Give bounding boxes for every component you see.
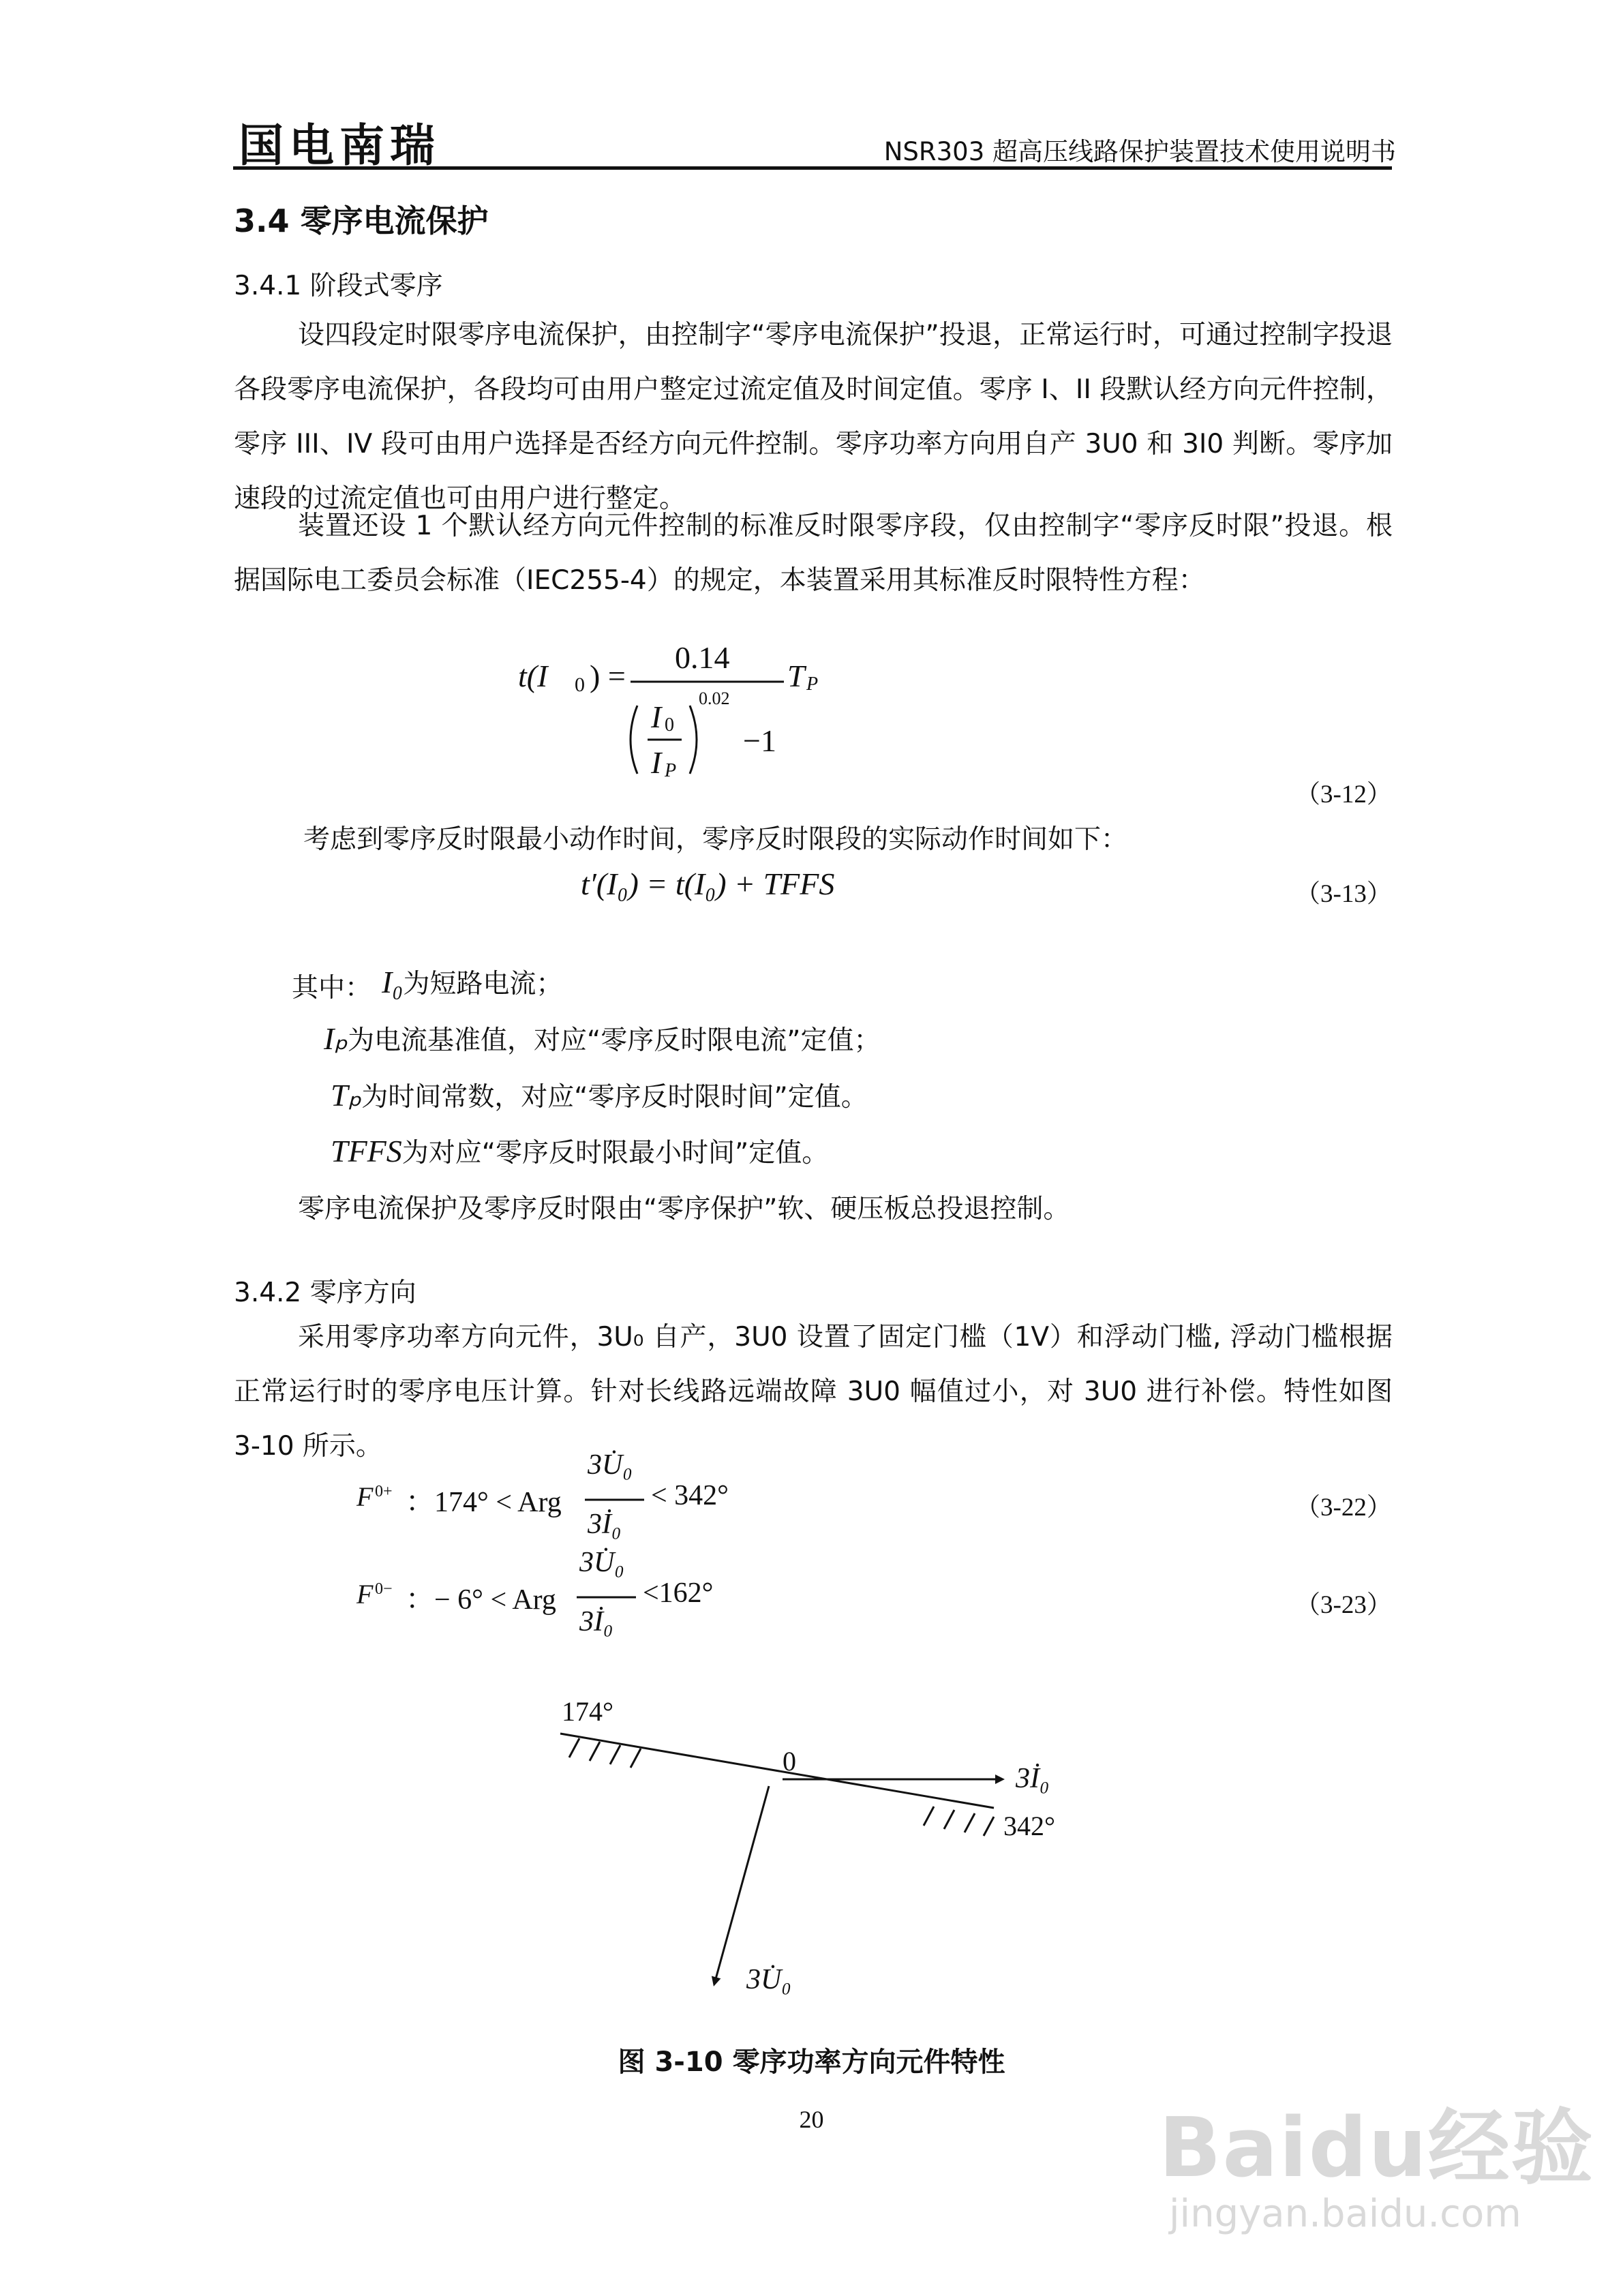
paragraph-inverse-time: 装置还设 1 个默认经方向元件控制的标准反时限零序段，仅由控制字“零序反时限”投退。根据国际电工委员会标准（IEC255-4）的规定，本装置采用其标准反时限特性方程： [234,511,1393,596]
fig-label-174: 174° [562,1696,613,1727]
eq-frac-den-I: I [651,745,662,780]
paragraph-stepped-zero-seq: 设四段定时限零序电流保护，由控制字“零序电流保护”投退，正常运行时，可通过控制字投退各段零序电流保护，各段均可由用户整定过流定值及时间定值。零序 I、II 段默认经方向元件控制，零序 III、IV 段可由用户选择是否经方向元件控制。零序功率方向用自产 3U0 和 3I0 判断。零序加速段的过流定值也可由用户进行整定。 [234,320,1393,514]
equation-number-3-22: （3-22） [1295,1494,1392,1522]
eq-frac-num-I: I [651,699,662,734]
eq22-den: 3İ₀ [588,1509,622,1540]
eq22-left: ：174° < Arg [406,1487,562,1518]
closing-line: 零序电流保护及零序反时限由“零序保护”软、硬压板总投退控制。 [298,1194,1070,1224]
watermark-url: jingyan.baidu.com [1169,2192,1521,2236]
eq-lhs-t: t(I [518,659,548,693]
def-text: 为短路电流； [403,969,563,999]
def-text: 为对应“零序反时限最小时间”定值。 [401,1138,829,1168]
def-symbol: Tₚ [331,1078,362,1113]
def-text: 为电流基准值，对应“零序反时限电流”定值； [348,1025,881,1056]
eq-tp-sub: P [806,674,819,695]
eq-lhs-sub: 0 [575,674,585,696]
def-text: 为时间常数，对应“零序反时限时间”定值。 [361,1082,868,1113]
eq23-den: 3İ₀ [579,1606,613,1637]
paragraph-zero-seq-direction: 采用零序功率方向元件，3U₀ 自产，3U0 设置了固定门槛（1V）和浮动门槛, 浮动门槛根据正常运行时的零序电压计算。针对长线路远端故障 3U0 幅值过小，对 3U0 进行补偿。特性如图 3-10 所示。 [234,1322,1393,1462]
eq22-num: 3U̇₀ [588,1449,633,1481]
eq-lhs-end: ) = [590,659,626,693]
section-title: 3.4 零序电流保护 [234,202,489,239]
eq23-label-sub: 0− [375,1580,393,1598]
page-number: 20 [799,2106,824,2133]
eq22-label-sub: 0+ [375,1483,393,1500]
eq-frac-num-sub: 0 [665,714,674,736]
eq23-left: ：− 6° < Arg [406,1584,556,1616]
equation-number-3-12: （3-12） [1295,781,1392,809]
eq-frac-den-sub: P [665,760,677,781]
equation-number-3-23: （3-23） [1295,1591,1392,1619]
line-consider-min-time: 考虑到零序反时限最小动作时间，零序反时限段的实际动作时间如下： [303,824,1128,855]
fig-label-origin: 0 [783,1746,796,1777]
eq23-right: <162° [643,1577,714,1609]
fig-label-3U0: 3U̇₀ [746,1964,791,1995]
equation-number-3-13: （3-13） [1295,880,1392,908]
def-symbol: TFFS [331,1134,402,1168]
fig-label-342: 342° [1003,1811,1055,1841]
hatch-right [924,1807,994,1836]
subsection-title-3-4-1: 3.4.1 阶段式零序 [234,271,443,301]
vector-3U0 [714,1786,769,1984]
where-label: 其中： [292,973,372,1003]
figure-caption: 图 3-10 零序功率方向元件特性 [618,2046,1005,2078]
eq22-label: F [357,1481,374,1512]
def-symbol: I₀ [382,965,404,999]
boundary-line [560,1734,994,1808]
eq-tp: T [787,659,805,693]
eq-minus-one: −1 [743,723,776,758]
eq23-label: F [357,1579,374,1610]
def-symbol: Iₚ [324,1021,348,1056]
document-title: NSR303 超高压线路保护装置技术使用说明书 [883,137,1396,166]
eq-exponent: 0.02 [699,689,730,708]
hatch-left [569,1738,641,1768]
company-logo-text: 国电南瑞 [239,119,440,172]
equation-3-13: t′(I₀) = t(I₀) + TFFS [581,866,835,901]
subsection-title-3-4-2: 3.4.2 零序方向 [234,1278,416,1308]
fig-label-3I0: 3İ₀ [1016,1763,1050,1794]
eq23-num: 3U̇₀ [579,1547,624,1578]
eq22-right: < 342° [651,1480,729,1511]
eq-numerator: 0.14 [675,640,730,675]
watermark-brand: Baidu经验 [1159,2101,1594,2196]
